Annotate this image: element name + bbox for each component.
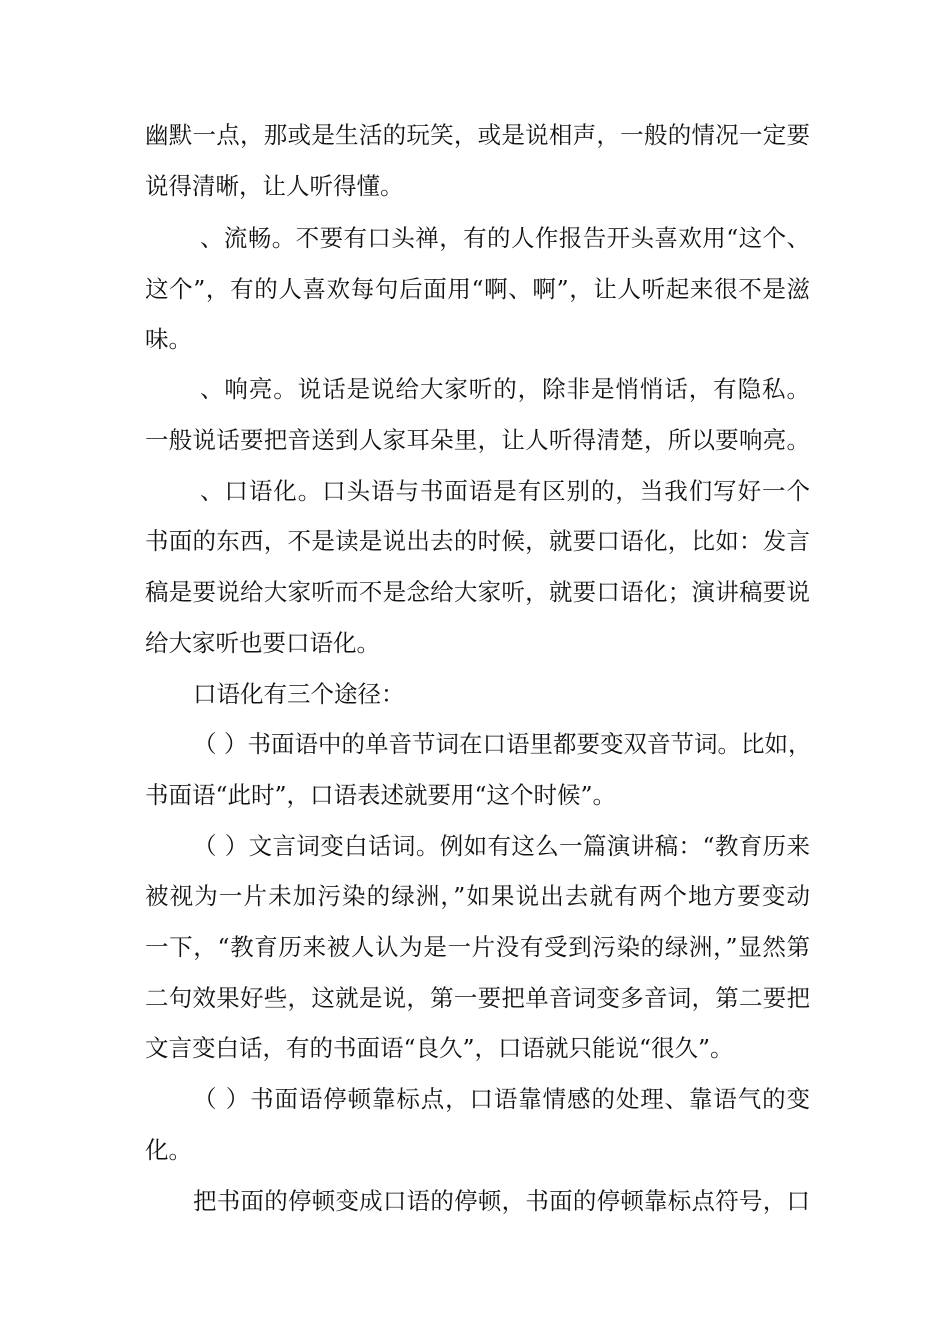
paragraph-line: 说得清晰，让人听得懂。	[145, 172, 404, 200]
paragraph-line: 、流畅。不要有口头禅，有的人作报告开头喜欢用“这个、	[200, 224, 810, 252]
paragraph-line: 幽默一点，那或是生活的玩笑，或是说相声，一般的情况一定要	[145, 121, 810, 149]
paragraph-line: （ ）书面语停顿靠标点，口语靠情感的处理、靠语气的变	[193, 1085, 810, 1113]
paragraph-line: 一下，“教育历来被人认为是一片没有受到污染的绿洲，”显然第	[145, 933, 810, 961]
paragraph-line: 、口语化。口头语与书面语是有区别的，当我们写好一个	[200, 477, 810, 505]
paragraph-line: 这个”，有的人喜欢每句后面用“啊、啊”，让人听起来很不是滋	[145, 275, 810, 303]
paragraph-line: 被视为一片未加污染的绿洲，”如果说出去就有两个地方要变动	[145, 882, 810, 910]
paragraph-line: 化。	[145, 1136, 192, 1164]
paragraph-line: （ ）书面语中的单音节词在口语里都要变双音节词。比如，	[193, 730, 812, 758]
paragraph-line: 书面的东西，不是读是说出去的时候，就要口语化，比如：发言	[145, 527, 810, 555]
paragraph-line: 一般说话要把音送到人家耳朵里，让人听得清楚，所以要响亮。	[145, 426, 810, 454]
paragraph-line: 、响亮。说话是说给大家听的，除非是悄悄话，有隐私。	[200, 375, 810, 403]
paragraph-line: 给大家听也要口语化。	[145, 629, 380, 657]
paragraph-line: 书面语“此时”，口语表述就要用“这个时候”。	[145, 781, 617, 809]
paragraph-line: 稿是要说给大家听而不是念给大家听，就要口语化；演讲稿要说	[145, 578, 810, 606]
paragraph-line: 二句效果好些，这就是说，第一要把单音词变多音词，第二要把	[145, 984, 810, 1012]
paragraph-line: 把书面的停顿变成口语的停顿，书面的停顿靠标点符号，口	[193, 1187, 810, 1215]
paragraph-line: 口语化有三个途径：	[193, 680, 405, 708]
paragraph-line: 文言变白话，有的书面语“良久”，口语就只能说“很久”。	[145, 1034, 734, 1062]
paragraph-line: （ ）文言词变白话词。例如有这么一篇演讲稿：“教育历来	[193, 832, 810, 860]
paragraph-line: 味。	[145, 325, 192, 353]
